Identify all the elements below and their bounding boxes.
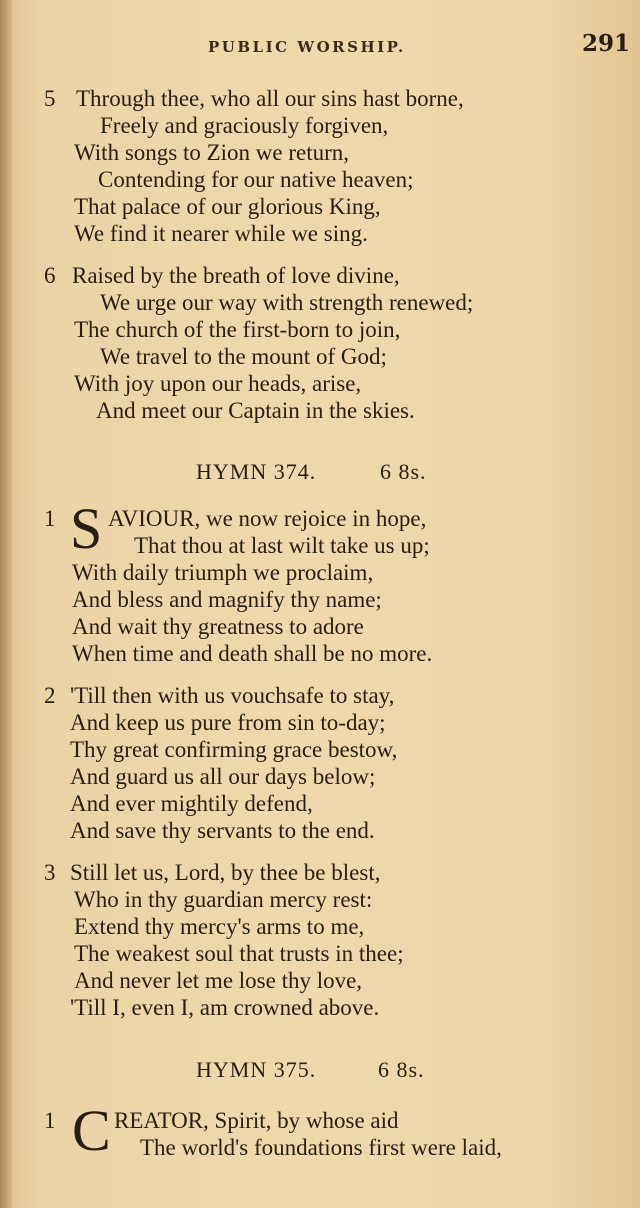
verse-line: Who in thy guardian mercy rest: [74,887,373,912]
verse-line: REATOR, Spirit, by whose aid [114,1108,399,1133]
drop-cap: S [70,496,103,561]
hymn-title: HYMN 375. [196,1057,317,1082]
verse-line: Freely and graciously forgiven, [100,113,389,138]
hymn-meter: 6 8s. [380,459,427,484]
page-header [0,30,640,70]
verse-line: That thou at last wilt take us up; [134,533,430,558]
verse-line: That palace of our glorious King, [74,194,381,219]
stanza-number: 1 [44,506,56,531]
verse-line: We find it nearer while we sing. [74,221,368,246]
hymn-meter: 6 8s. [378,1057,425,1082]
verse-line: We travel to the mount of God; [100,344,387,369]
verse-line: Through thee, who all our sins hast borne, [76,86,464,111]
verse-line: And wait thy greatness to adore [72,614,364,639]
verse-line: Contending for our native heaven; [98,167,414,192]
verse-line: The church of the first-born to join, [74,317,401,342]
page-gutter [0,0,12,1208]
verse-line: And bless and magnify thy name; [72,587,382,612]
verse-line: And ever mightily defend, [70,791,313,816]
verse-line: And guard us all our days below; [70,764,376,789]
verse-line: And never let me lose thy love, [74,968,363,993]
page-number: 291 [582,30,631,57]
stanza-number: 1 [44,1108,56,1133]
verse-line: When time and death shall be no more. [72,641,433,666]
verse-line: 'Till then with us vouchsafe to stay, [70,683,395,708]
stanza-number: 6 [44,263,56,288]
verse-line: Raised by the breath of love divine, [72,263,400,288]
verse-line: With joy upon our heads, arise, [74,371,362,396]
verse-line: And keep us pure from sin to-day; [70,710,386,735]
verse-line: With songs to Zion we return, [74,140,350,165]
verse-line: The world's foundations first were laid, [140,1135,502,1160]
verse-line: And save thy servants to the end. [70,818,375,843]
verse-line: The weakest soul that trusts in thee; [74,941,404,966]
stanza-number: 2 [44,683,56,708]
verse-line: Still let us, Lord, by thee be blest, [70,860,381,885]
verse-line: Extend thy mercy's arms to me, [74,914,365,939]
verse-line: And meet our Captain in the skies. [96,398,415,423]
stanza-number: 5 [44,86,56,111]
verse-line: Thy great confirming grace bestow, [70,737,398,762]
hymn-title: HYMN 374. [196,459,317,484]
drop-cap: C [72,1098,111,1163]
running-title: PUBLIC WORSHIP. [208,38,406,56]
verse-line: With daily triumph we proclaim, [72,560,374,585]
verse-line: AVIOUR, we now rejoice in hope, [108,506,427,531]
verse-line: We urge our way with strength renewed; [100,290,474,315]
stanza-number: 3 [44,860,56,885]
verse-line: 'Till I, even I, am crowned above. [70,995,380,1020]
